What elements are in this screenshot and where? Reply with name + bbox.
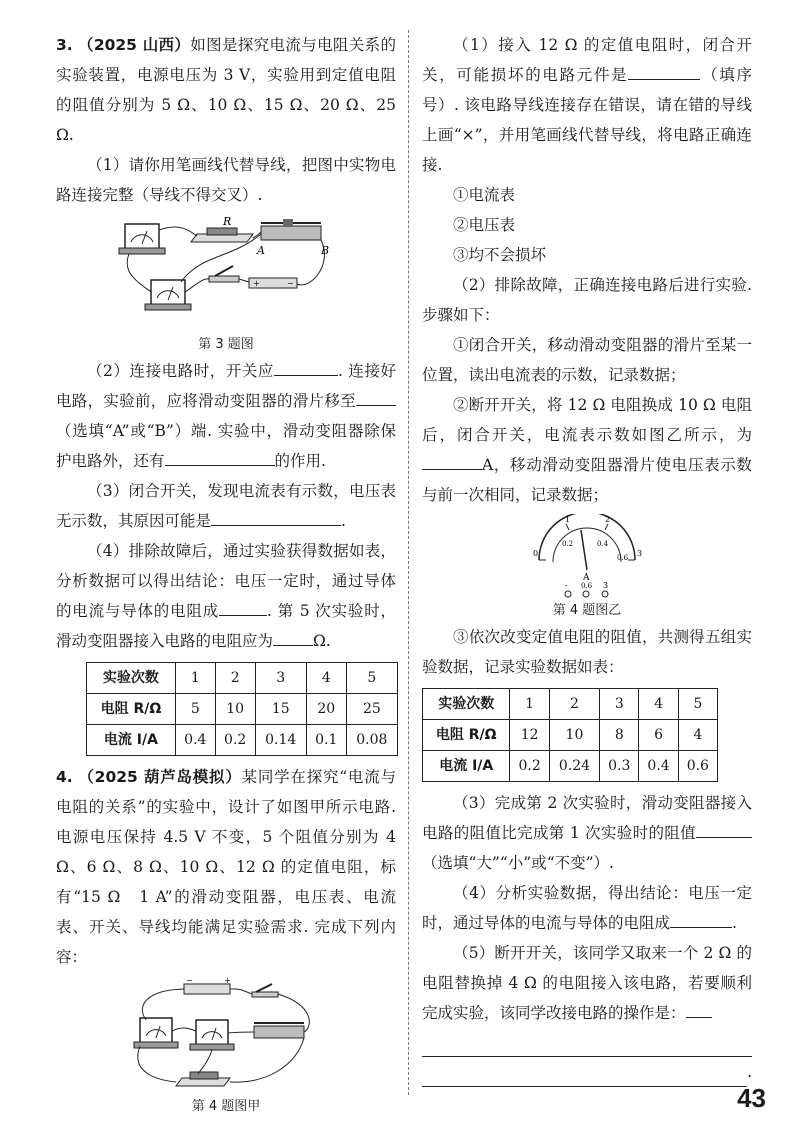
q4-part3 [422,788,752,878]
q4-part1 [422,30,752,180]
fig3-label-b: B [321,244,330,257]
q4-figure-jia-caption: 第 4 题图甲 [191,1099,261,1114]
q3-blank-relation [219,597,267,616]
q4-stem-text: 某同学在探究“电流与电阻的关系”的实验中，设计了如图甲所示电路. 电源电压保持 4.5 V 不变，5 个阻值分别为 4 Ω、6 Ω、8 Ω、10 Ω、12 Ω 的定值电阻，标有“15 Ω 1 A”的滑动变阻器，电压表、电流表、开关、导线均能满足实验需求. 完成下列内容： [56,768,396,966]
q3-part1: （1）请你用笔画线代替导线，把图中实物电路连接完整（导线不得交叉）. [56,156,396,204]
q4-part4-b: . [732,914,737,932]
q3-part3 [56,476,396,536]
q4-figure-yi-caption: 第 4 题图乙 [552,603,622,618]
fig3-label-r: R [223,215,232,228]
meter-terminal-06: 0.6 [581,582,593,590]
q4-source: （2025 葫芦岛模拟） [78,768,242,786]
meter-terminal-minus: - [565,581,568,590]
meter-unit: A [583,573,590,583]
q4-option-3: ③均不会损坏 [453,246,547,264]
meter-tick-04: 0.4 [597,540,609,548]
q4-part3-b: （选填“大”“小”或“不变”）. [422,854,614,872]
svg-text:−: − [287,279,294,288]
left-column [56,30,396,1118]
table-row: 电流 I/A 0.4 0.2 0.14 0.1 0.08 [87,725,398,756]
q4-step-1: ①闭合开关，移动滑动变阻器的滑片至某一位置，读出电流表的示数，记录数据； [422,336,752,384]
table-row: 实验次数 1 2 3 4 5 [423,689,718,720]
q4-part5-text: （5）断开开关，该同学又取来一个 2 Ω 的电阻替换掉 4 Ω 的电阻接入该电路，若要顺利完成实验，该同学改接电路的操作是： [422,944,752,1022]
q3-data-table [86,662,398,756]
q3-part2 [56,356,396,476]
table-row: 电阻 R/Ω 5 10 15 20 25 [87,694,398,725]
svg-text:+: + [224,976,231,985]
q3-part4-a: （4）排除故障后，通过实验获得数据如表，分析数据可以得出结论：电压一定时，通过导体的电流与导体的电阻成 [56,542,396,620]
q4-part3-a: （3）完成第 2 次实验时，滑动变阻器接入电路的阻值比完成第 1 次实验时的阻值 [422,794,752,842]
meter-tick-06: 0.6 [617,554,629,562]
q3-figure-caption: 第 3 题图 [198,337,254,352]
table-row: 实验次数 1 2 3 4 5 [87,663,398,694]
svg-text:+: + [253,279,260,288]
q3-source: （2025 山西） [77,36,191,54]
meter-tick-02: 0.2 [562,540,574,548]
answer-line-1 [422,1028,752,1057]
table-row: 电阻 R/Ω 12 10 8 6 4 [423,720,718,751]
q3-circuit-figure [111,214,341,334]
q4-part1-b: （填序号）. 该电路导线连接存在错误，请在错的导线上画“×”，并用笔画线代替导线，将电路正确连接. [422,66,752,174]
q3-part4 [56,536,396,656]
q3-blank-resistance [273,627,313,646]
q3-stem-text: 如图是探究电流与电阻关系的实验装置，电源电压为 3 V，实验用到定值电阻的阻值分别为 5 Ω、10 Ω、15 Ω、20 Ω、25 Ω. [56,36,396,144]
q4-blank-operation [686,999,712,1018]
svg-text:−: − [186,976,193,985]
q4-data-table [422,688,718,782]
q4-blank-relation [670,909,732,928]
q4-step-3: ③依次改变定值电阻的阻值，共测得五组实验数据，记录实验数据如表： [422,628,752,676]
q4-option-2: ②电压表 [453,216,516,234]
q3-part3-b: . [341,512,346,530]
meter-tick-1: 1 [565,515,571,524]
page-number: 43 [737,1083,766,1113]
q3-blank-function [165,447,275,466]
meter-tick-3: 3 [637,549,643,558]
q3-part4-c: Ω. [313,632,331,650]
q4-step-2-b: A，移动滑动变阻器滑片使电压表示数与前一次相同，记录数据； [422,456,752,504]
q4-circuit-figure-jia [126,976,326,1096]
q4-blank-current [422,451,482,470]
q4-number: 4. [56,768,73,786]
q3-stem [56,30,396,150]
meter-terminal-3: 3 [603,581,609,590]
answer-line-2 [422,1058,747,1087]
meter-tick-0: 0 [533,549,539,558]
q3-part2-b: . 连接好电路，实验前，应将滑动变阻器的滑片移至 [56,362,396,410]
q4-blank-component [628,61,700,80]
q4-part4 [422,878,752,938]
q4-part1-a: （1）接入 12 Ω 的定值电阻时，闭合开关，可能损坏的电路元件是 [422,36,752,84]
answer-line-2-wrap [422,1057,752,1087]
meter-tick-2: 2 [605,515,611,524]
q4-blank-change [696,819,752,838]
q3-part3-a: （3）闭合开关，发现电流表有示数，电压表无示数，其原因可能是 [56,482,396,530]
q4-part4-a: （4）分析实验数据，得出结论：电压一定时，通过导体的电流与导体的电阻成 [422,884,752,932]
q4-option-1: ①电流表 [453,186,516,204]
q3-blank-end [356,387,396,406]
q3-part2-a: （2）连接电路时，开关应 [87,362,274,380]
q3-blank-reason [211,507,341,526]
q3-part2-d: 的作用. [274,452,326,470]
q4-ammeter-figure-yi [517,514,657,600]
table-row: 电流 I/A 0.2 0.24 0.3 0.4 0.6 [423,751,718,782]
q4-step-2 [422,390,752,510]
q3-part4-b: . 第 5 次实验时，滑动变阻器接入电路的电阻应为 [56,602,396,650]
fig3-label-a: A [257,244,265,257]
column-divider [408,30,409,1095]
q4-step-2-a: ②断开开关，将 12 Ω 电阻换成 10 Ω 电阻后，闭合开关，电流表示数如图乙所示，为 [422,396,752,444]
q4-part5-end: . [747,1063,752,1081]
q4-part2: （2）排除故障，正确连接电路后进行实验. 步骤如下： [422,276,752,324]
right-column [422,30,752,1087]
q3-number: 3. [56,36,73,54]
q3-blank-switch [274,357,338,376]
q3-part2-c: （选填“A”或“B”）端. 实验中，滑动变阻器除保护电路外，还有 [56,422,396,470]
q4-part5 [422,938,752,1028]
q4-stem [56,762,396,972]
